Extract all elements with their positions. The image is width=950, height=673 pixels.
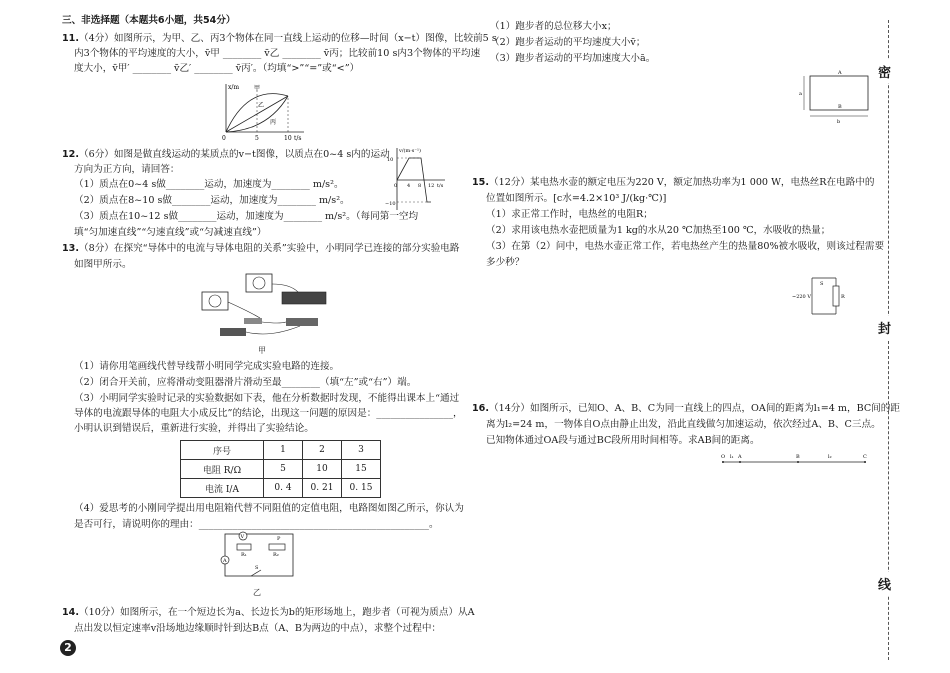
q13-circuit-diagram: [215, 530, 299, 582]
q13-circuit-photo: [200, 272, 330, 344]
q13-p4b: 是否可行，请说明你的理由：________________________________________________。: [74, 519, 439, 530]
svg-text:C: C: [863, 454, 867, 460]
table-header-row: 序号 1 2 3: [181, 441, 381, 460]
svg-text:12: 12: [428, 183, 435, 189]
svg-text:R₂: R₂: [273, 552, 279, 558]
q13-line2: 如图甲所示。: [74, 259, 132, 270]
svg-text:P: P: [277, 536, 281, 542]
svg-text:10: 10: [387, 157, 394, 163]
seal-char-xian: 线: [878, 572, 891, 595]
q12-line2: 方向为正方向，请回答：: [74, 164, 180, 175]
q13-p4a: （4）爱思考的小刚同学提出用电阻箱代替不同阻值的定值电阻，电路图如图乙所示，你认为: [74, 503, 464, 514]
q13-p3b: 导体的电流跟导体的电阻大小成反比”的结论，出现这一问题的原因是：________________，: [74, 408, 463, 419]
q16-line-diagram: [718, 450, 870, 468]
svg-text:0: 0: [394, 183, 398, 189]
q14-sub2: （2）跑步者运动的平均速度大小v̄；: [490, 37, 646, 48]
svg-text:A: A: [738, 454, 742, 460]
q12-vt-graph: [385, 144, 447, 212]
q14-label-A: A: [838, 70, 842, 76]
seal-char-mi: 密: [878, 60, 891, 83]
q15-line1: 15.（12分）某电热水壶的额定电压为220 V，额定加热功率为1 000 W，电热丝R在电路中的: [472, 177, 875, 188]
q14-line2: 点出发以恒定速率v沿场地边缘顺时针到达B点（A、B为两边的中点），求整个过程中：: [74, 623, 442, 634]
svg-text:A: A: [223, 558, 227, 564]
svg-text:R: R: [841, 294, 845, 300]
q11-ylabel: x/m: [228, 84, 240, 91]
page-number: 2: [60, 640, 76, 656]
svg-text:S: S: [255, 565, 259, 571]
q12-line6: 填“匀加速直线”“匀速直线”或“匀减速直线”）: [74, 227, 267, 238]
q11-xt-graph: [218, 80, 308, 142]
q13-p1: （1）请你用笔画线代替导线帮小明同学完成实验电路的连接。: [74, 361, 340, 372]
q11-line3: 度大小，v̄甲′ ________ v̄乙′ ________ v̄丙′。（均填“>”“=”或“<”）: [74, 63, 360, 74]
q15-sub2: （2）求用该电热水壶把质量为1 kg的水从20 ℃加热至100 ℃，水吸收的热量；: [486, 225, 831, 236]
seal-dashed-line: [888, 20, 889, 660]
q12-line1: 12.（6分）如图是做直线运动的某质点的v−t图像，以质点在0~4 s内的运动: [62, 149, 390, 160]
q15-circuit: [792, 272, 854, 320]
q14-sub1: （1）跑步者的总位移大小x；: [490, 21, 617, 32]
q11-label-jia: 甲: [254, 85, 261, 92]
q11-label-yi: 乙: [258, 102, 265, 109]
svg-text:V: V: [240, 534, 245, 540]
seal-char-feng: 封: [878, 316, 891, 339]
q13-p2: （2）闭合开关前，应将滑动变阻器滑片滑动至最________（填“左”或“右”）端。: [74, 377, 417, 388]
q11-xlabel: t/s: [294, 135, 302, 142]
svg-text:l₂: l₂: [828, 454, 832, 460]
svg-text:~220 V: ~220 V: [792, 294, 811, 300]
q16-line1: 16.（14分）如图所示，已知O、A、B、C为同一直线上的四点，OA间的距离为l₁=4 m，BC间的距: [472, 403, 900, 414]
q11-line2: 内3个物体的平均速度的大小，v̄甲 ________ v̄乙 ________ v̄丙；比较前10 s内3个物体的平均速: [74, 48, 481, 59]
q14-field-diagram: [798, 68, 878, 124]
q16-line2: 离为l₂=24 m，一物体自O点由静止出发，沿此直线做匀加速运动，依次经过A、B、C三点。: [486, 419, 881, 430]
svg-text:8: 8: [418, 183, 422, 189]
svg-text:t/s: t/s: [437, 183, 444, 189]
svg-text:5: 5: [255, 135, 259, 142]
q13-data-table: [180, 440, 381, 498]
q14-line1: 14.（10分）如图所示，在一个短边长为a、长边长为b的矩形场地上，跑步者（可视为质点）从A: [62, 607, 475, 618]
svg-text:10: 10: [284, 135, 292, 142]
q15-sub3b: 多少秒？: [486, 257, 525, 268]
svg-text:b: b: [837, 119, 841, 124]
q11-label-bing: 丙: [270, 119, 277, 126]
q13-p3c: 小明认识到错误后，重新进行实验，并得出了实验结论。: [74, 423, 314, 434]
q13-line1: 13.（8分）在探究“导体中的电流与导体电阻的关系”实验中，小明同学已连接的部分实验电路: [62, 243, 460, 254]
svg-text:a: a: [799, 91, 802, 97]
svg-text:−10: −10: [385, 201, 396, 207]
q13-fig-caption: 甲: [258, 346, 266, 355]
q12-line3: （1）质点在0~4 s做________运动，加速度为________ m/s²。: [74, 179, 344, 190]
svg-text:S: S: [820, 281, 824, 287]
section-title: 三、非选择题（本题共6小题，共54分）: [62, 15, 236, 26]
q15-sub3a: （3）在第（2）问中，电热水壶正常工作，若电热丝产生的热量80%被水吸收，则该过程需要: [486, 241, 885, 252]
q14-sub3: （3）跑步者运动的平均加速度大小ā。: [490, 53, 656, 64]
svg-text:O: O: [721, 454, 726, 460]
svg-text:B: B: [796, 454, 800, 460]
svg-text:v/(m·s⁻¹): v/(m·s⁻¹): [399, 148, 421, 154]
q11-line1: 11.（4分）如图所示，为甲、乙、丙3个物体在同一直线上运动的位移—时间（x−t）图像，比较前5 s: [62, 33, 497, 44]
table-row: 电流 I/A 0. 4 0. 21 0. 15: [181, 479, 381, 498]
q14-label-B: B: [838, 104, 842, 110]
q12-line5: （3）质点在10~12 s做________运动，加速度为________ m/s²。（每同第一空均: [74, 211, 419, 222]
q13-fig2-caption: 乙: [253, 588, 261, 597]
svg-text:l₁: l₁: [730, 454, 734, 460]
q15-sub1: （1）求正常工作时，电热丝的电阻R；: [486, 209, 653, 220]
svg-text:R₁: R₁: [241, 552, 247, 558]
svg-text:0: 0: [222, 135, 226, 142]
q12-line4: （2）质点在8~10 s做________运动，加速度为________ m/s²。: [74, 195, 350, 206]
svg-text:4: 4: [407, 183, 411, 189]
q16-line3: 已知物体通过OA段与通过BC段所用时间相等。求AB间的距离。: [486, 435, 760, 446]
q15-line2: 位置如图所示。[c水=4.2×10³ J/(kg·℃)]: [486, 193, 667, 204]
q13-p3a: （3）小明同学实验时记录的实验数据如下表，他在分析数据时发现，不能得出课本上“通过: [74, 393, 460, 404]
table-row: 电阻 R/Ω 5 10 15: [181, 460, 381, 479]
